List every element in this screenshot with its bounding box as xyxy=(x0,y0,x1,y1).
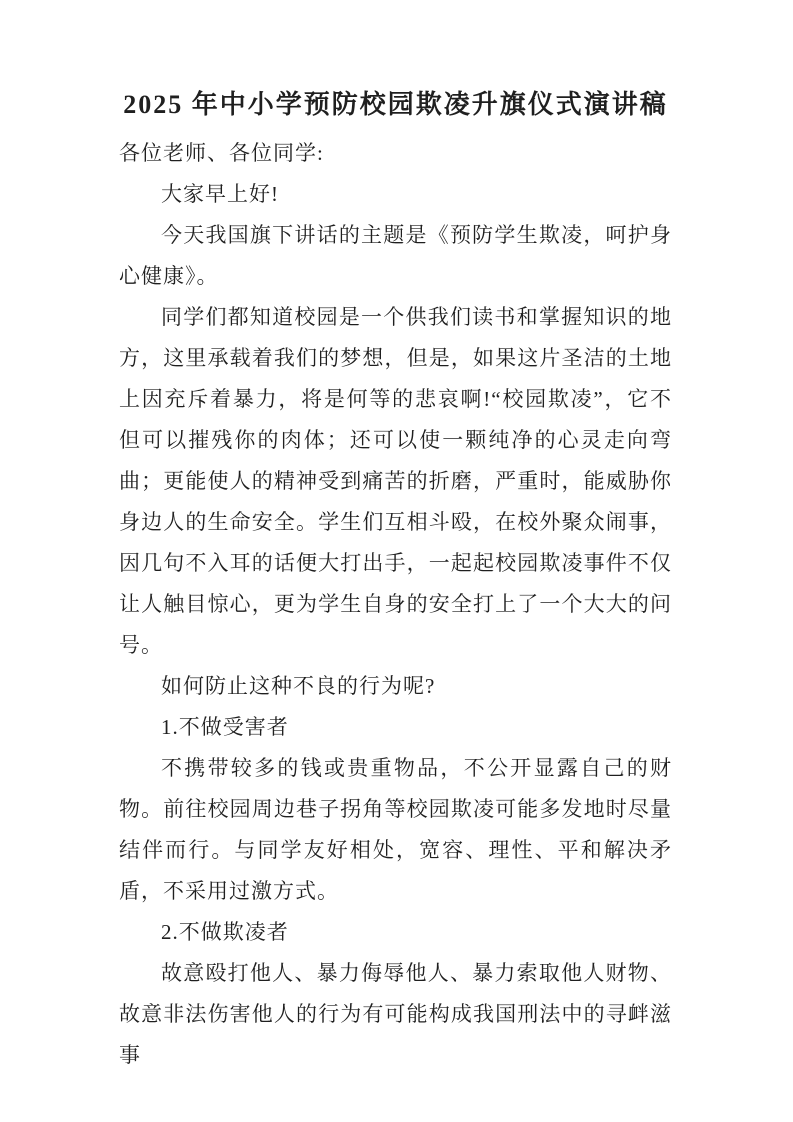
point-1-body: 不携带较多的钱或贵重物品，不公开显露自己的财物。前往校园周边巷子拐角等校园欺凌可能多发地时尽量结伴而行。与同学友好相处，宽容、理性、平和解决矛盾，不采用过激方式。 xyxy=(119,756,672,903)
greeting-paragraph: 大家早上好! xyxy=(161,182,279,206)
question-paragraph: 如何防止这种不良的行为呢? xyxy=(161,674,436,698)
point-1-heading: 1.不做受害者 xyxy=(161,715,289,739)
body-paragraph: 同学们都知道校园是一个供我们读书和掌握知识的地方，这里承载着我们的梦想，但是，如果这片圣洁的土地上因充斥着暴力，将是何等的悲哀啊!“校园欺凌”，它不但可以摧残你的肉体；还可以使一颗纯净的心灵走向弯曲；更能使人的精神受到痛苦的折磨，严重时，能威胁你身边人的生命安全。学生们互相斗殴，在校外聚众闹事，因几句不入耳的话便大打出手，一起起校园欺凌事件不仅让人触目惊心，更为学生自身的安全打上了一个大大的问号。 xyxy=(119,305,672,657)
point-2-body: 故意殴打他人、暴力侮辱他人、暴力索取他人财物、故意非法伤害他人的行为有可能构成我国刑法中的寻衅滋事 xyxy=(119,961,672,1067)
salutation-paragraph: 各位老师、各位同学: xyxy=(119,141,324,165)
theme-paragraph: 今天我国旗下讲话的主题是《预防学生欺凌，呵护身心健康》。 xyxy=(119,223,672,288)
document-title: 2025 年中小学预防校园欺凌升旗仪式演讲稿 xyxy=(123,90,668,119)
point-2-heading: 2.不做欺凌者 xyxy=(161,920,289,944)
